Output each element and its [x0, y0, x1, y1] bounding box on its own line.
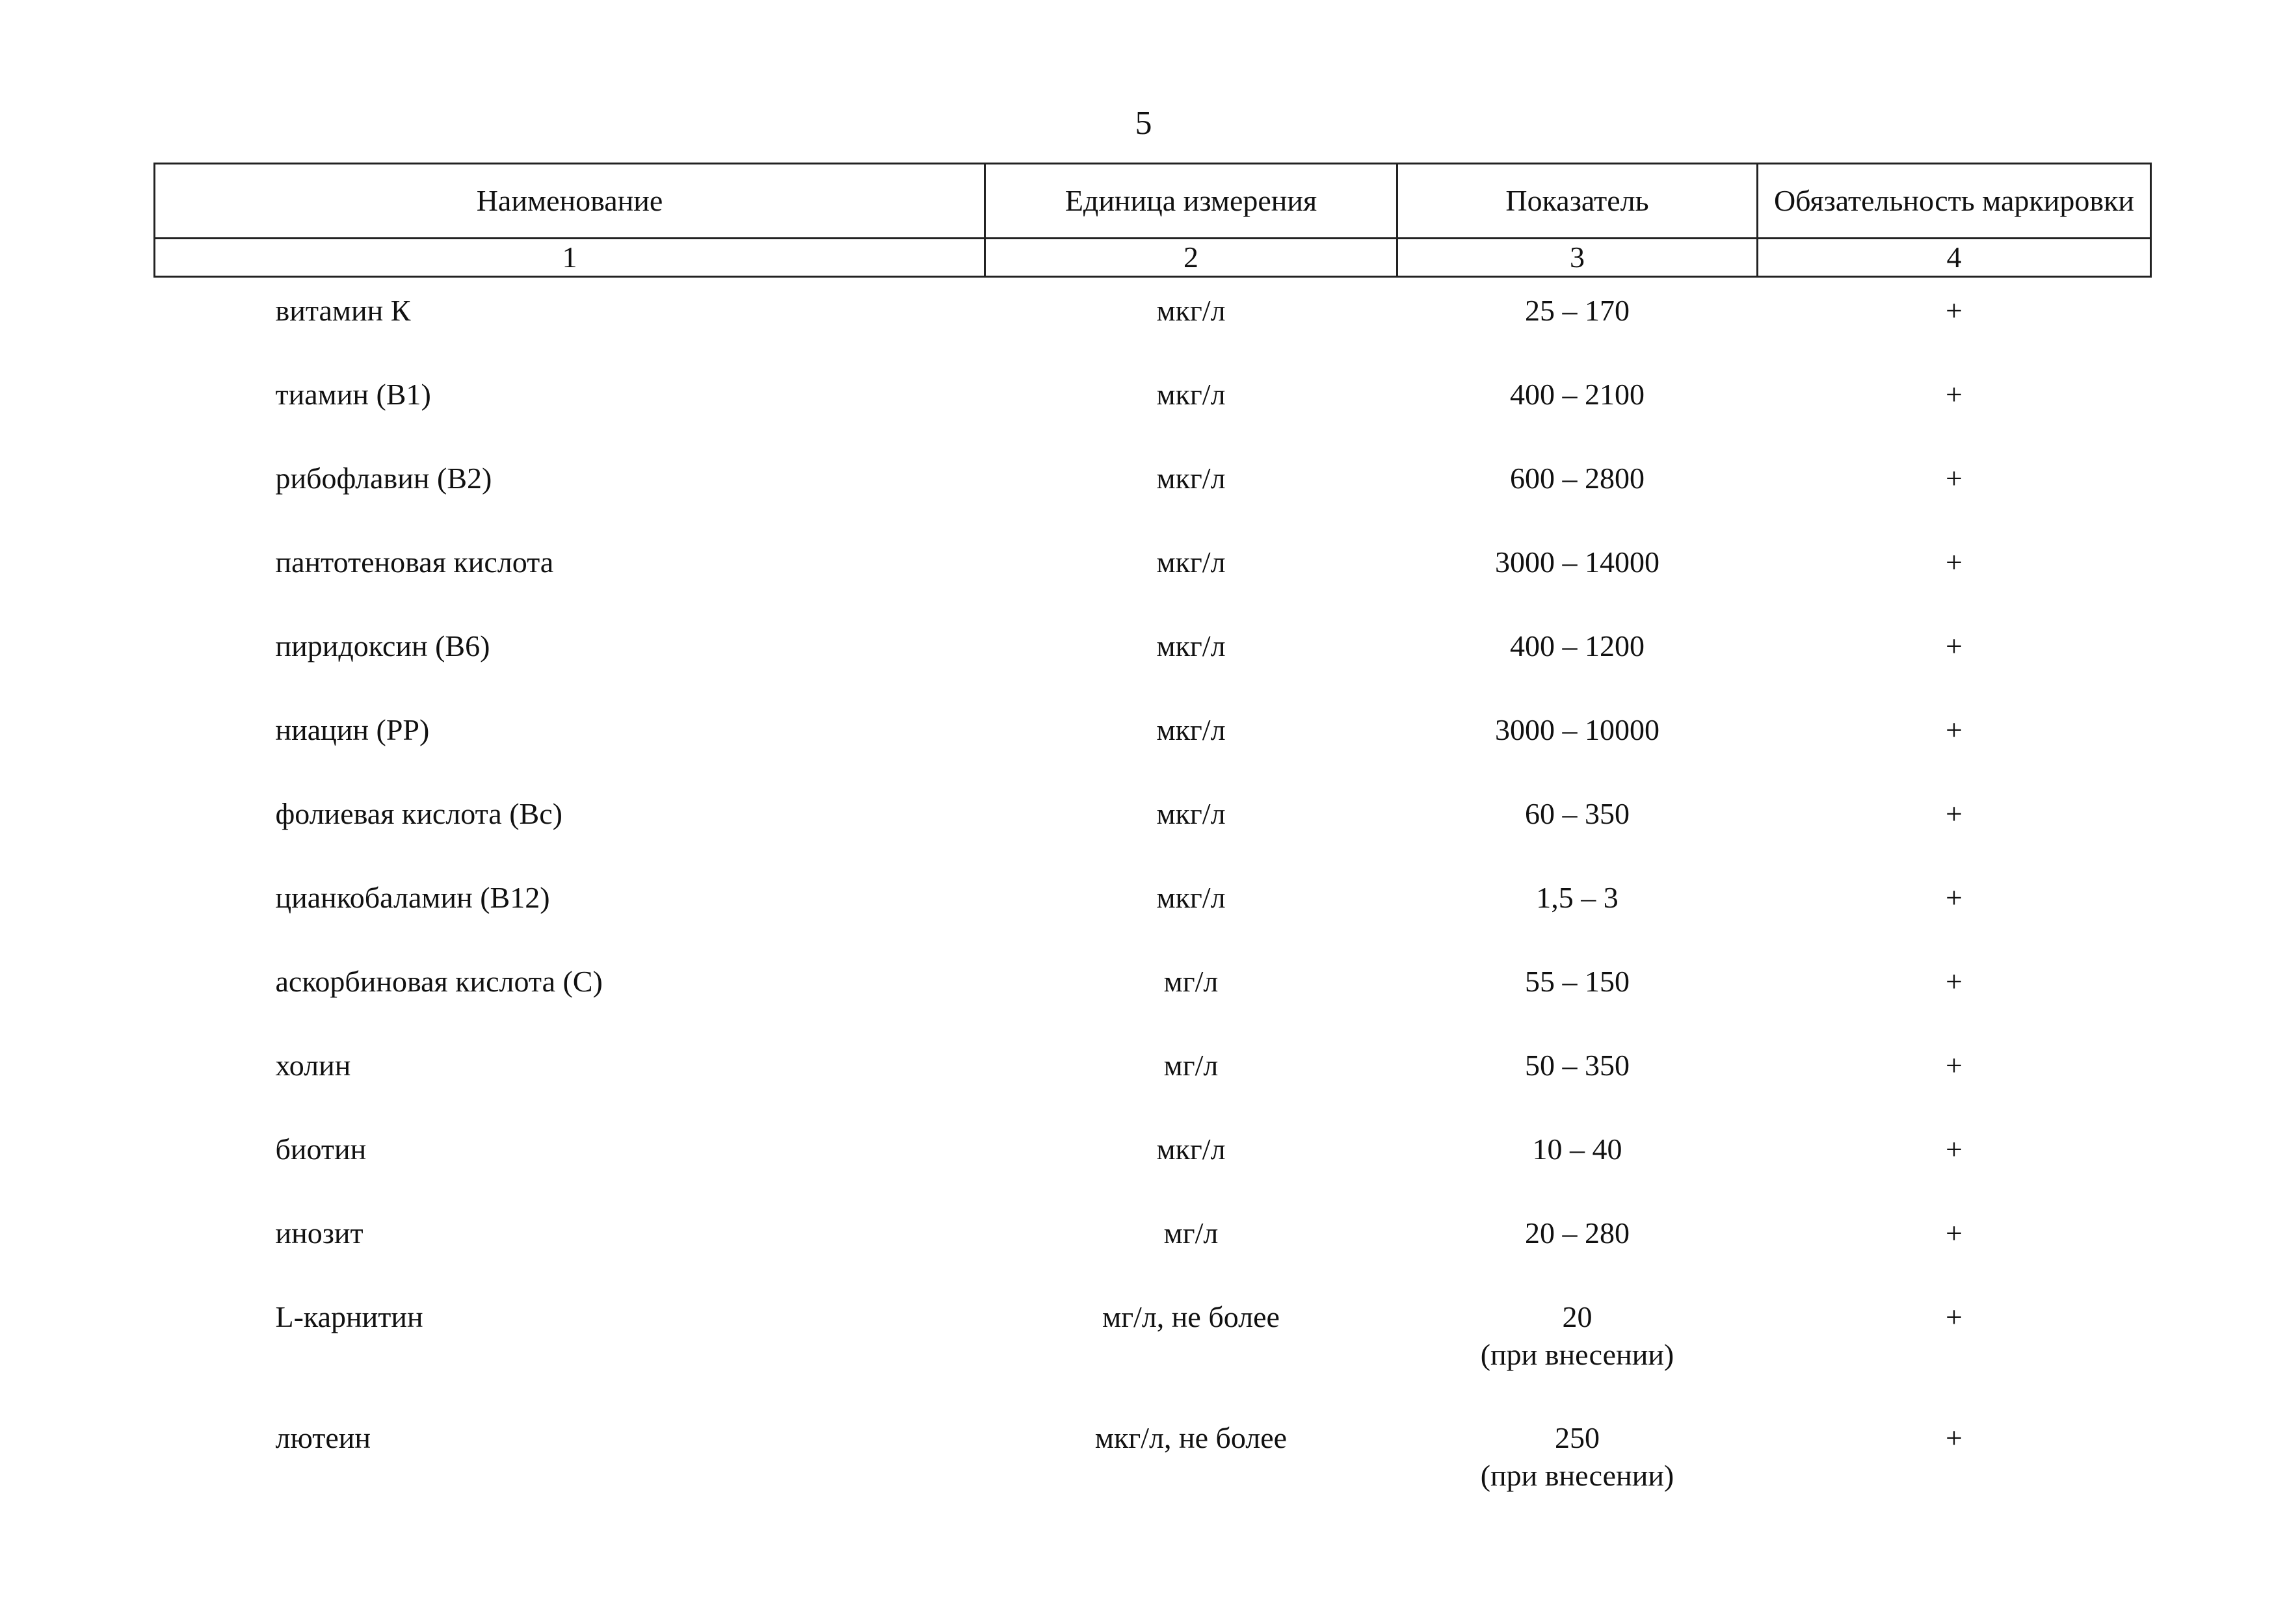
table-row: [155, 702, 2151, 786]
header-name: Наименование: [155, 164, 985, 239]
marking-required: +: [1946, 1216, 1963, 1250]
table-row: [155, 1121, 2151, 1205]
value-range: 25 – 170: [1525, 294, 1630, 327]
table-row: [155, 954, 2151, 1038]
value-range: 400 – 2100: [1510, 378, 1645, 411]
column-number-row: [155, 239, 2151, 277]
nutrient-unit: мкг/л: [1156, 629, 1226, 662]
nutrient-value: [1397, 534, 1758, 618]
marking-required: +: [1946, 1421, 1963, 1454]
table-row: [155, 451, 2151, 534]
value-limit: 250: [1555, 1421, 1600, 1454]
table-row: [155, 277, 2151, 367]
nutrient-unit: мкг/л: [1156, 881, 1226, 914]
marking-required: +: [1946, 965, 1963, 998]
nutrient-name: цианкобаламин (В12): [275, 881, 550, 914]
table-row: [155, 1205, 2151, 1289]
column-number-4: 4: [1758, 239, 2151, 277]
table-row: [155, 1038, 2151, 1121]
nutrient-value: [1397, 1121, 1758, 1205]
value-range: 10 – 40: [1532, 1133, 1622, 1166]
marking-required: +: [1946, 629, 1963, 662]
nutrient-name: пиридоксин (В6): [275, 629, 490, 662]
nutrient-name: фолиевая кислота (Вс): [275, 797, 562, 830]
nutrient-name: витамин К: [275, 294, 411, 327]
table-row: [155, 1289, 2151, 1410]
nutrient-value: [1397, 702, 1758, 786]
table-row: [155, 1410, 2151, 1531]
table-row: [155, 618, 2151, 702]
marking-required: +: [1946, 545, 1963, 579]
marking-required: +: [1946, 1049, 1963, 1082]
nutrient-name: тиамин (В1): [275, 378, 431, 411]
nutrient-unit: мг/л: [1163, 965, 1219, 998]
nutrient-name: L-карнитин: [275, 1300, 423, 1333]
value-range: 3000 – 10000: [1495, 713, 1659, 746]
nutrient-value: [1397, 451, 1758, 534]
nutrient-unit: мкг/л: [1156, 713, 1226, 746]
nutrient-name: лютеин: [275, 1421, 371, 1454]
nutrient-unit: мкг/л: [1156, 797, 1226, 830]
nutrient-unit: мкг/л: [1156, 294, 1226, 327]
nutrient-value: [1397, 1289, 1758, 1410]
table-row: [155, 534, 2151, 618]
nutrient-name: аскорбиновая кислота (С): [275, 965, 603, 998]
value-range: 60 – 350: [1525, 797, 1630, 830]
nutrient-table: [153, 163, 2152, 1531]
column-number-3: 3: [1397, 239, 1758, 277]
column-number-2: 2: [985, 239, 1397, 277]
nutrient-unit: мкг/л: [1156, 378, 1226, 411]
value-range: 50 – 350: [1525, 1049, 1630, 1082]
value-range: 3000 – 14000: [1495, 545, 1659, 579]
nutrient-name: холин: [275, 1049, 351, 1082]
nutrient-unit: мкг/л: [1156, 1133, 1226, 1166]
nutrient-name: пантотеновая кислота: [275, 545, 554, 579]
value-range: 600 – 2800: [1510, 462, 1645, 495]
nutrient-name: рибофлавин (В2): [275, 462, 492, 495]
marking-required: +: [1946, 378, 1963, 411]
nutrient-unit: мкг/л: [1156, 545, 1226, 579]
value-note: (при внесении): [1480, 1338, 1674, 1371]
nutrient-value: [1397, 1205, 1758, 1289]
value-note: (при внесении): [1480, 1459, 1674, 1492]
table-row: [155, 367, 2151, 451]
marking-required: +: [1946, 881, 1963, 914]
page-number: 5: [1135, 105, 1152, 142]
nutrient-value: [1397, 618, 1758, 702]
nutrient-value: [1397, 277, 1758, 367]
table-row: [155, 870, 2151, 954]
nutrient-value: [1397, 1410, 1758, 1531]
value-range: 55 – 150: [1525, 965, 1630, 998]
column-number-1: 1: [155, 239, 985, 277]
nutrient-name: инозит: [275, 1216, 364, 1250]
nutrient-unit: мкг/л: [1156, 462, 1226, 495]
value-range: 20 – 280: [1525, 1216, 1630, 1250]
marking-required: +: [1946, 713, 1963, 746]
nutrient-unit: мг/л: [1163, 1216, 1219, 1250]
table-header-row: [155, 164, 2151, 239]
nutrient-unit: мкг/л, не более: [1094, 1421, 1288, 1454]
header-value: Показатель: [1397, 164, 1758, 239]
header-unit: Единица измерения: [985, 164, 1397, 239]
nutrient-value: [1397, 870, 1758, 954]
nutrient-value: [1397, 954, 1758, 1038]
value-range: 400 – 1200: [1510, 629, 1645, 662]
nutrient-value: [1397, 786, 1758, 870]
nutrient-value: [1397, 1038, 1758, 1121]
marking-required: +: [1946, 462, 1963, 495]
header-marking: Обязательность маркировки: [1758, 164, 2151, 239]
value-range: 1,5 – 3: [1536, 881, 1619, 914]
nutrient-value: [1397, 367, 1758, 451]
marking-required: +: [1946, 1300, 1963, 1333]
table-row: [155, 786, 2151, 870]
nutrient-unit: мг/л: [1163, 1049, 1219, 1082]
marking-required: +: [1946, 294, 1963, 327]
nutrient-name: ниацин (PP): [275, 713, 430, 746]
marking-required: +: [1946, 1133, 1963, 1166]
nutrient-unit: мг/л, не более: [1102, 1300, 1280, 1333]
value-limit: 20: [1562, 1300, 1593, 1333]
nutrient-name: биотин: [275, 1133, 367, 1166]
marking-required: +: [1946, 797, 1963, 830]
